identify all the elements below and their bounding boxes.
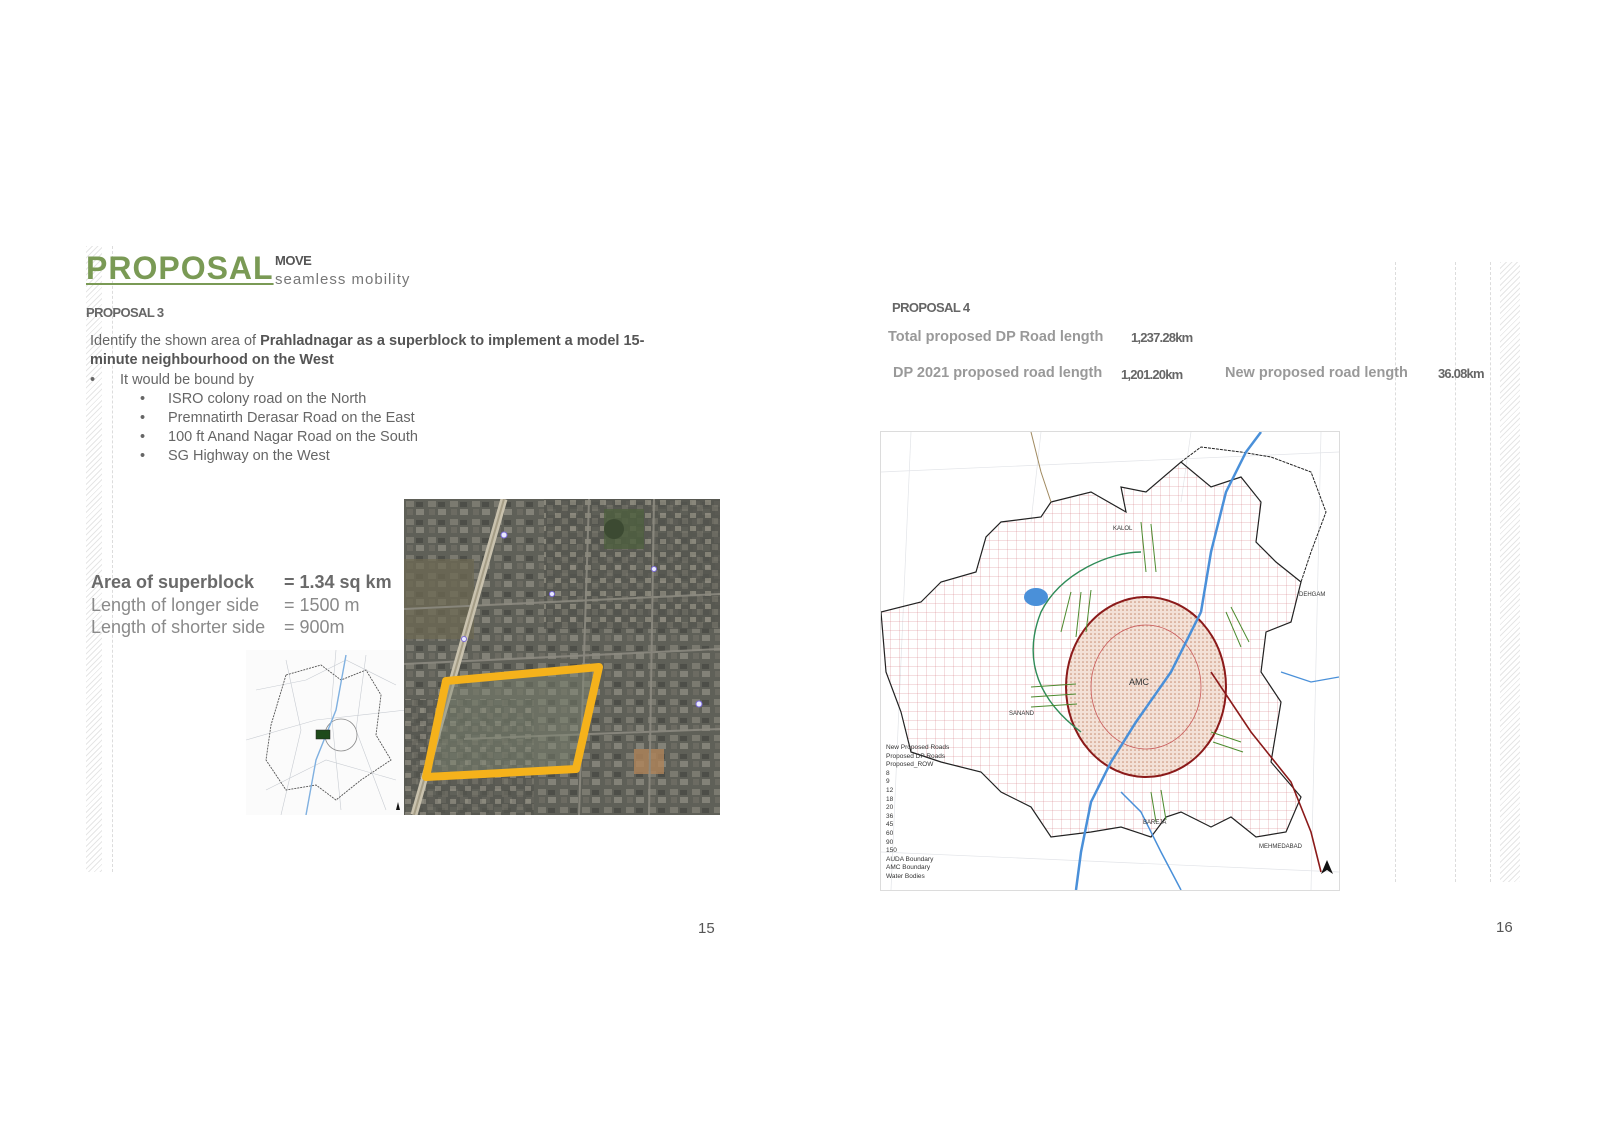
map-label-sanand: SANAND (1009, 711, 1035, 717)
legend-item: New Proposed Roads (886, 744, 950, 751)
total-road-label: Total proposed DP Road length (888, 329, 1104, 345)
dp-road-value: 1,201.20km (1121, 367, 1183, 382)
description-text: Identify the shown area of (90, 333, 261, 349)
divider-line (1455, 262, 1456, 882)
superblock-marker (316, 730, 330, 739)
new-road-value: 36.08km (1438, 366, 1484, 381)
page-number-right: 16 (1496, 919, 1513, 936)
map-label-bareja: BAREJA (1143, 820, 1167, 826)
amc-ring (1066, 597, 1226, 777)
legend-item: Proposed_ROW (886, 761, 934, 769)
map-label-mehmedabad: MEHMEDABAD (1259, 844, 1303, 850)
location-key-map (246, 650, 406, 815)
category-label: MOVE (275, 253, 312, 268)
divider-line (1395, 262, 1396, 882)
proposal-3-description (90, 332, 690, 370)
divider-line (1490, 262, 1491, 882)
bound-item: • SG Highway on the West (90, 447, 418, 466)
dp-road-label: DP 2021 proposed road length (893, 365, 1103, 381)
stat-short-side-value: = 900m (284, 617, 345, 637)
bound-intro: • It would be bound by (90, 371, 418, 390)
legend-item: 20 (886, 804, 894, 812)
right-hatch-band (1500, 262, 1520, 882)
category-subtitle: seamless mobility (275, 271, 411, 288)
map-label-dehgam: DEHGAM (1299, 592, 1326, 598)
bound-item: • ISRO colony road on the North (90, 390, 418, 409)
boundary-list (90, 371, 418, 466)
water-body (1024, 588, 1048, 606)
legend-item: AMC Boundary (886, 864, 931, 872)
bound-item: • 100 ft Anand Nagar Road on the South (90, 428, 418, 447)
legend-item: 12 (886, 786, 894, 794)
stat-area-value: = 1.34 sq km (284, 572, 392, 592)
satellite-image (404, 499, 720, 815)
proposal-3-label: PROPOSAL 3 (86, 305, 164, 320)
north-arrow-icon (1321, 860, 1333, 874)
legend-item: Proposed DP Roads (886, 752, 946, 760)
legend-item: 36 (886, 812, 894, 820)
total-road-value: 1,237.28km (1131, 330, 1193, 345)
proposal-4-label: PROPOSAL 4 (892, 300, 970, 315)
legend-item: 45 (886, 821, 894, 829)
map-legend (886, 744, 949, 882)
legend-item: AUDA Boundary (886, 855, 934, 863)
new-road-label: New proposed road length (1225, 365, 1408, 381)
legend-item: 90 (886, 838, 894, 846)
legend-item: 8 (886, 769, 890, 777)
legend-item: 150 (886, 847, 897, 855)
map-label-kalol: KALOL (1113, 526, 1133, 532)
stat-area-label: Area of superblock (91, 572, 255, 592)
legend-item: 60 (886, 829, 894, 837)
page-number-left: 15 (698, 920, 715, 937)
map-label-amc: AMC (1129, 677, 1149, 687)
page-title: PROPOSAL (86, 250, 274, 286)
stat-long-side-label: Length of longer side (91, 595, 260, 615)
legend-item: Water Bodies (886, 872, 925, 880)
stat-long-side-value: = 1500 m (284, 595, 360, 615)
legend-item: 9 (886, 778, 890, 786)
legend-item: 18 (886, 795, 894, 803)
stat-short-side-label: Length of shorter side (91, 617, 266, 637)
bound-item: • Premnatirth Derasar Road on the East (90, 409, 418, 428)
description-highlight: Prahladnagar as a superblock to implement a model 15-minute neighbourhood on the West (90, 333, 645, 368)
